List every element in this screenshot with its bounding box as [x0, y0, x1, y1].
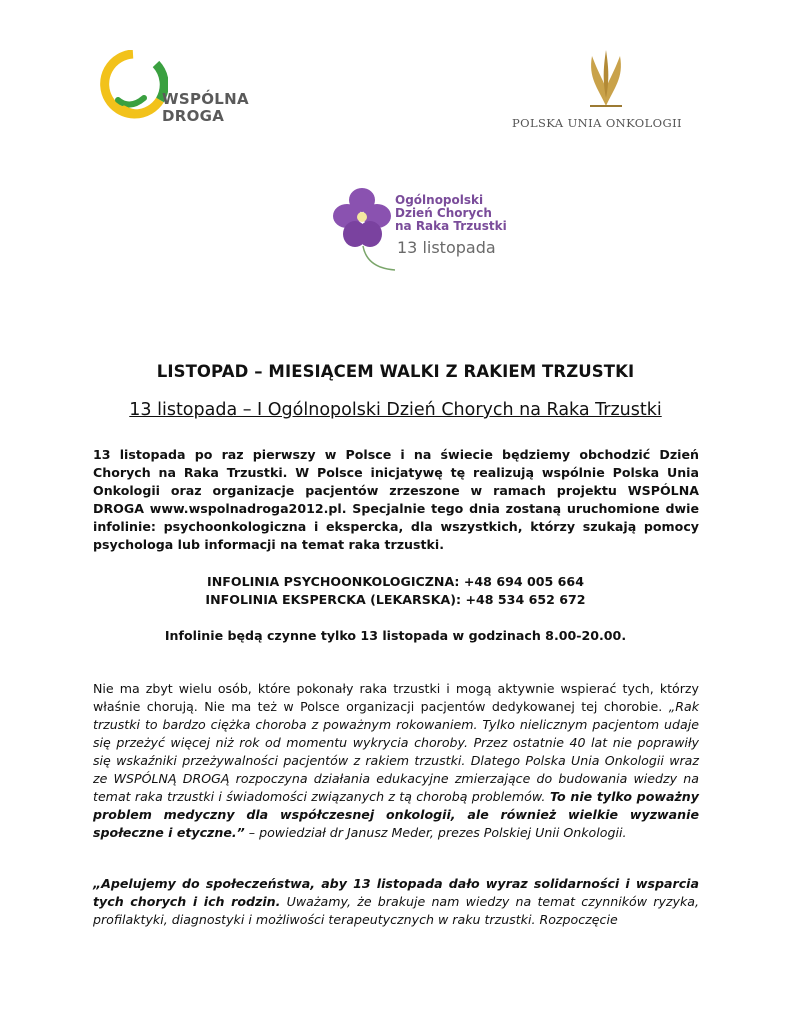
paragraph-2 — [93, 680, 699, 842]
day-logo-date: 13 listopada — [397, 238, 496, 257]
p2-plain: Nie ma zbyt wielu osób, które pokonały raka trzustki i mogą aktywnie wspierać tych, którzy właśnie chorują. Nie ma też w Polsce organizacji pacjentów dedykowanej tej chorobie. — [93, 681, 699, 714]
day-line3: na Raka Trzustki — [395, 219, 507, 233]
wd-line1: WSPÓLNA — [162, 90, 249, 108]
day-line1: Ogólnopolski — [395, 193, 484, 207]
infoline-hours: Infolinie będą czynne tylko 13 listopada w godzinach 8.00-20.00. — [164, 628, 627, 643]
puo-logo — [504, 48, 704, 136]
p2-attribution: – powiedział dr Janusz Meder, prezes Polskiej Unii Onkologii. — [244, 825, 627, 840]
wspolna-droga-emblem-icon — [98, 50, 168, 122]
day-logo-title — [395, 194, 507, 233]
paragraph-3 — [93, 875, 699, 929]
flame-icon — [576, 48, 636, 110]
wd-line2: DROGA — [162, 107, 225, 125]
infoline-psycho: INFOLINIA PSYCHOONKOLOGICZNA: +48 694 005 664 — [207, 574, 584, 589]
document-subtitle: 13 listopada – I Ogólnopolski Dzień Chorych na Raka Trzustki — [129, 400, 662, 420]
wspolna-droga-wordmark — [162, 91, 249, 125]
infolines — [0, 573, 791, 609]
document-title: LISTOPAD – MIESIĄCEM WALKI Z RAKIEM TRZUSTKI — [156, 362, 635, 381]
orchid-icon — [327, 184, 397, 274]
wspolna-droga-logo — [98, 50, 248, 130]
pancreatic-day-logo — [327, 184, 517, 276]
p2-quote: „Rak trzustki to bardzo ciężka choroba z poważnym rokowaniem. Tylko nielicznym pacjentom udaje się przeżyć więcej niż rok od momentu wykrycia choroby. Przez ostatnie 40 lat nie poprawiły się wskaźniki przeżywalności pacjentów z rakiem trzustki. Dlatego Polska Unia Onkologii wraz ze WSPÓLNĄ DROGĄ rozpoczyna działania edukacyjne zmierzające do budowania wiedzy na temat raka trzustki i świadomości związanych z tą chorobą problemów. — [93, 699, 699, 804]
puo-wordmark: POLSKA UNIA ONKOLOGII — [512, 116, 682, 130]
p2-bold-quote: To nie tylko poważny problem medyczny dla współczesnej onkologii, ale również wielkie wyzwanie społeczne i etyczne.” — [93, 789, 699, 840]
day-line2: Dzień Chorych — [395, 206, 492, 220]
p3-quote: Uważamy, że brakuje nam wiedzy na temat czynników ryzyka, profilaktyki, diagnostyki i możliwości terapeutycznych w raku trzustki. Rozpoczęcie — [93, 894, 699, 927]
infoline-expert: INFOLINIA EKSPERCKA (LEKARSKA): +48 534 652 672 — [205, 592, 586, 607]
intro-paragraph: 13 listopada po raz pierwszy w Polsce i na świecie będziemy obchodzić Dzień Chorych na Raka Trzustki. W Polsce inicjatywę tę realizują wspólnie Polska Unia Onkologii oraz organizacje pacjentów zrzeszone w ramach projektu WSPÓLNA DROGA www.wspolnadroga2012.pl. Specjalnie tego dnia zostaną uruchomione dwie infolinie: psychoonkologiczna i ekspercka, dla wszystkich, którzy szukają pomocy psychologa lub informacji na temat raka trzustki. — [93, 447, 699, 552]
p3-bold-quote: „Apelujemy do społeczeństwa, aby 13 listopada dało wyraz solidarności i wsparcia tych chorych i ich rodzin. — [93, 876, 699, 909]
